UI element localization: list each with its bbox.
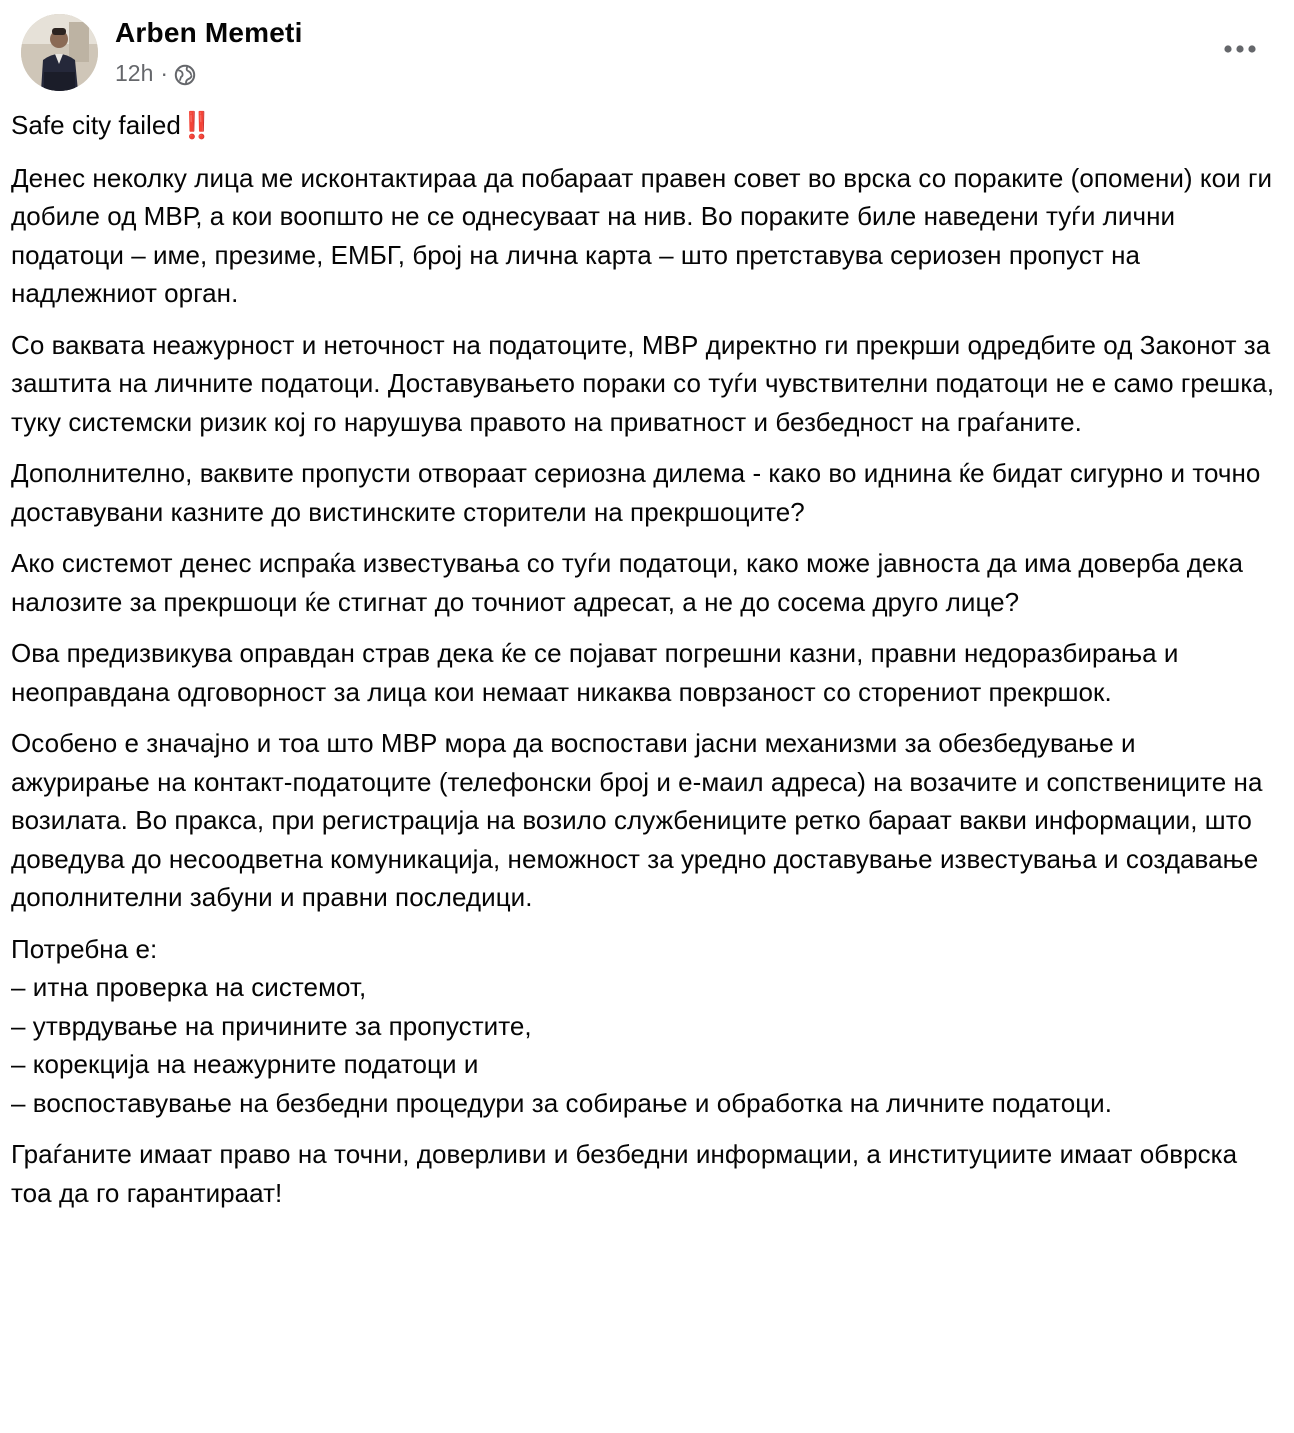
list-item: – итна проверка на системот,: [11, 972, 367, 1002]
post-headline-line: [11, 106, 1280, 145]
list-item: – утврдување на причините за пропустите,: [11, 1010, 532, 1041]
avatar[interactable]: [21, 14, 98, 91]
paragraph-4: Ако системот денес испраќа известувања со туѓи податоци, како може јавноста да има доверба дека налозите за прекршоци ќе стигнат до точниот адресат, а не до сосема друго лице?: [11, 548, 1244, 617]
paragraph-1: Денес неколку лица ме исконтактираа да побараат правен совет во врска со пораките (опомени) кои ги добиле од МВР, а кои воопшто не се однесуваат на нив. Во пораките биле наведени туѓи лични податоци – име, презиме, ЕМБГ, број на лична карта – што претставува сериозен пропуст на надлежниот орган.: [11, 162, 1273, 308]
closing-paragraph: Граѓаните имаат право на точни, доверливи и безбедни информации, а институциите имаат обврска тоа да го гарантираат!: [11, 1139, 1238, 1208]
more-options-button[interactable]: [1220, 36, 1260, 62]
paragraph-3: Дополнително, ваквите пропусти отвораат сериозна дилема - како во иднина ќе бидат сигурно и точно доставувани казните до вистинските сторители на прекршоците?: [11, 458, 1261, 527]
post-headline: Safe city failed: [11, 110, 181, 140]
post-meta: [115, 60, 196, 87]
requirements-list: [11, 930, 1280, 1123]
list-item: – воспоставување на безбедни процедури за собирање и обработка на личните податоци.: [11, 1087, 1112, 1118]
paragraph-6: Особено е значајно и тоа што МВР мора да воспостави јасни механизми за обезбедување и ажурирање на контакт-податоците (телефонски број и е-маил адреса) на возачите и сопствениците на возилата. Во пракса, при регистрација на возило службениците ретко бараат вакви информации, што доведува до несоодветна комуникација, неможност за уредно доставување известувања и создавање дополнителни забуни и правни последици.: [11, 728, 1263, 912]
post-header: [11, 0, 1280, 106]
list-item: – корекција на неажурните податоци и: [11, 1049, 479, 1079]
author-name[interactable]: Arben Memeti: [115, 17, 303, 48]
list-intro: Потребна е:: [11, 933, 158, 964]
meta-separator: ·: [160, 60, 169, 86]
double-exclamation-emoji: ‼️: [180, 110, 210, 140]
paragraph-5: Ова предизвикува оправдан страв дека ќе се појават погрешни казни, правни недоразбирања и неоправдана одговорност за лица кои немаат никаква поврзаност со сторениот прекршок.: [11, 638, 1179, 707]
paragraph-2: Со ваквата неажурност и неточност на податоците, МВР директно ги прекрши одредбите од Законот за заштита на личните податоци. Доставувањето пораки со туѓи чувствителни податоци не е само грешка, туку системски ризик кој го нарушува правото на приватност и безбедност на граѓаните.: [11, 329, 1275, 437]
post-timestamp[interactable]: 12h: [115, 60, 154, 86]
more-horizontal-icon: [1224, 45, 1256, 53]
globe-icon[interactable]: [174, 64, 196, 86]
avatar-photo: [21, 14, 98, 91]
post-body: [11, 106, 1280, 1212]
